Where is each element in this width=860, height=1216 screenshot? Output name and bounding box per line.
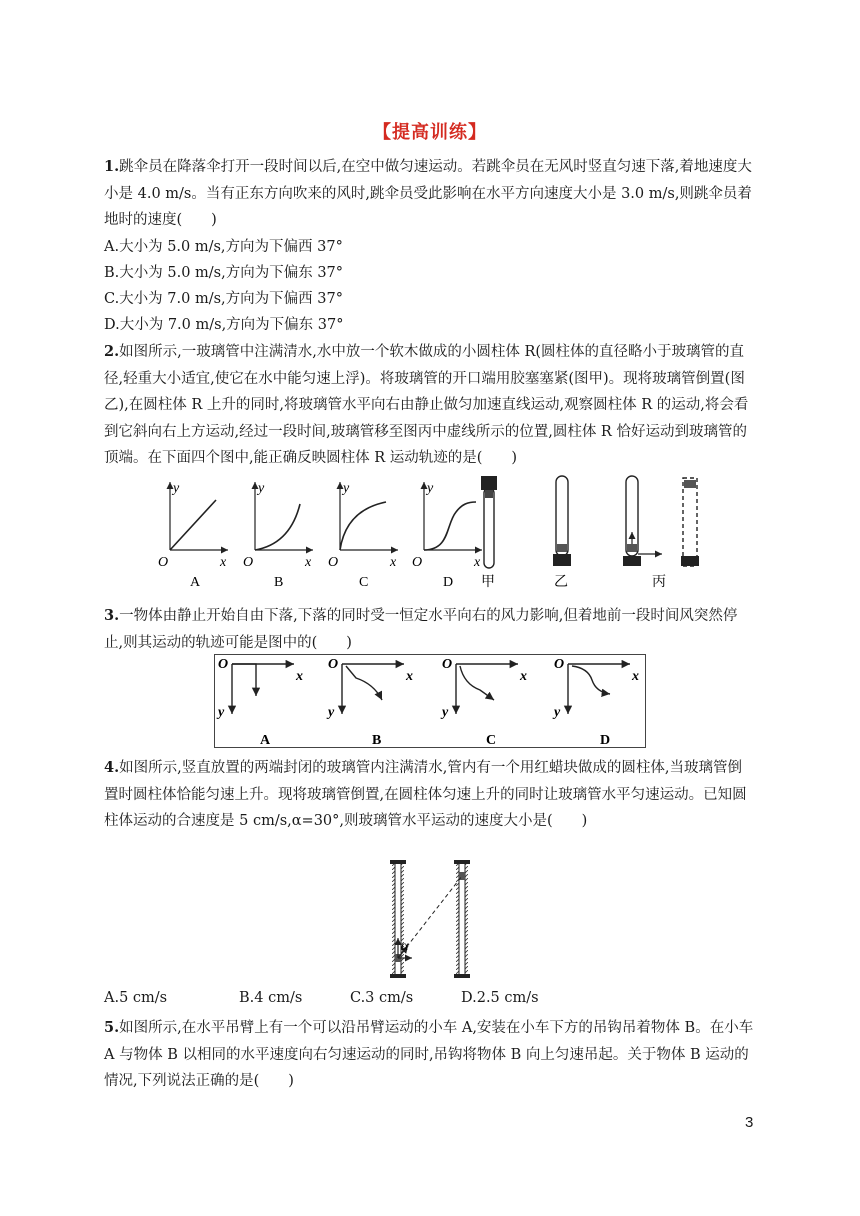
q4-tube-right <box>454 860 470 978</box>
q4-tube-left <box>390 860 406 978</box>
q4-option-b: B.4 cm/s <box>239 990 303 1006</box>
q3-graph-d-y: y <box>554 705 561 720</box>
q2-graph-b-origin: O <box>243 555 254 570</box>
q2-tube-bing <box>623 476 699 590</box>
q3-graph-c <box>440 657 527 748</box>
q3-graph-a <box>216 657 303 748</box>
q3-graph-a-label: A <box>260 733 271 748</box>
q2-graph-d-origin: O <box>412 555 423 570</box>
q2-graph-b-label: B <box>274 575 284 590</box>
q3-figure <box>214 654 646 748</box>
q2-tube-yi-label: 乙 <box>554 575 568 590</box>
question-2 <box>104 339 756 472</box>
q3-graph-a-origin: O <box>218 657 229 672</box>
question-5 <box>104 1015 756 1095</box>
q3-graph-b-y: y <box>328 705 335 720</box>
q1-option-d: D.大小为 7.0 m/s,方向为下偏东 37° <box>104 317 344 333</box>
q2-graph-a-origin: O <box>158 555 169 570</box>
q1-option-a: A.大小为 5.0 m/s,方向为下偏西 37° <box>104 239 343 255</box>
question-2-text: 如图所示,一玻璃管中注满清水,水中放一个软木做成的小圆柱体 R(圆柱体的直径略小于玻璃管的直径,轻重大小适宜,使它在水中能匀速上浮)。将玻璃管的开口端用胶塞塞紧(图甲)。现将玻璃管倒置(图乙),在圆柱体 R 上升的同时,将玻璃管水平向右由静止做匀加速直线运动,观察圆柱体 R 的运动,将会看到它斜向右上方运动,经过一段时间,玻璃管移至图丙中虚线所示的位置,圆柱体 R 恰好运动到玻璃管的顶端。在下面四个图中,能正确反映圆柱体 R 运动轨迹的是( ) <box>104 344 749 466</box>
q3-graph-c-y: y <box>442 705 449 720</box>
q3-graph-c-x: x <box>520 669 527 684</box>
question-5-text: 如图所示,在水平吊臂上有一个可以沿吊臂运动的小车 A,安装在小车下方的吊钩吊着物体 B。在小车 A 与物体 B 以相同的水平速度向右匀速运动的同时,吊钩将物体 B 向上匀速吊起。关于物体 B 运动的情况,下列说法正确的是( ) <box>104 1020 754 1089</box>
q2-tube-jia-label: 甲 <box>481 575 495 590</box>
question-2-number: 2. <box>104 343 120 360</box>
question-3 <box>104 603 756 656</box>
section-heading: 【提高训练】 <box>373 122 487 143</box>
q2-graph-a-x: x <box>220 555 227 570</box>
q2-graph-d-x: x <box>474 555 481 570</box>
q3-graph-d-label: D <box>600 733 611 748</box>
q2-graph-d-label: D <box>443 575 454 590</box>
q2-tube-yi <box>553 476 571 590</box>
q2-tube-bing-label: 丙 <box>652 575 666 590</box>
q3-graph-d-x: x <box>632 669 639 684</box>
page-number: 3 <box>745 1114 754 1131</box>
question-3-number: 3. <box>104 607 120 624</box>
q2-tube-jia <box>481 476 497 590</box>
q2-graph-c <box>328 481 398 590</box>
q2-graph-d-y: y <box>427 481 434 496</box>
q4-option-a: A.5 cm/s <box>104 990 168 1006</box>
q3-graph-b <box>326 657 413 748</box>
question-1 <box>104 154 756 234</box>
question-3-text: 一物体由静止开始自由下落,下落的同时受一恒定水平向右的风力影响,但着地前一段时间风突然停止,则其运动的轨迹可能是图中的( ) <box>104 608 738 651</box>
q1-option-b: B.大小为 5.0 m/s,方向为下偏东 37° <box>104 265 344 281</box>
question-5-number: 5. <box>104 1019 120 1036</box>
q3-graph-c-label: C <box>486 733 497 748</box>
q3-graph-d-origin: O <box>554 657 565 672</box>
q3-graph-b-origin: O <box>328 657 339 672</box>
q4-option-d: D.2.5 cm/s <box>461 990 539 1006</box>
q4-option-c: C.3 cm/s <box>350 990 414 1006</box>
q2-figure <box>150 474 710 592</box>
q3-graph-d <box>552 657 639 748</box>
q4-alpha-label: α <box>401 939 409 954</box>
q3-graph-b-x: x <box>406 669 413 684</box>
q2-graph-a-label: A <box>190 575 201 590</box>
question-1-number: 1. <box>104 158 120 175</box>
q2-graph-b <box>243 481 313 590</box>
q2-graph-c-label: C <box>359 575 369 590</box>
q2-graph-a-y: y <box>173 481 180 496</box>
question-4 <box>104 755 756 835</box>
q2-graph-c-x: x <box>390 555 397 570</box>
q4-figure <box>380 858 480 984</box>
q2-graph-b-y: y <box>258 481 265 496</box>
q3-graph-a-y: y <box>218 705 225 720</box>
question-4-text: 如图所示,竖直放置的两端封闭的玻璃管内注满清水,管内有一个用红蜡块做成的圆柱体,当玻璃管倒置时圆柱体恰能匀速上升。现将玻璃管倒置,在圆柱体匀速上升的同时让玻璃管水平匀速运动。已知圆柱体运动的合速度是 5 cm/s,α=30°,则玻璃管水平运动的速度大小是( ) <box>104 760 747 829</box>
q2-graph-c-y: y <box>343 481 350 496</box>
question-4-number: 4. <box>104 759 120 776</box>
q1-option-c: C.大小为 7.0 m/s,方向为下偏西 37° <box>104 291 343 307</box>
question-1-text: 跳伞员在降落伞打开一段时间以后,在空中做匀速运动。若跳伞员在无风时竖直匀速下落,着地速度大小是 4.0 m/s。当有正东方向吹来的风时,跳伞员受此影响在水平方向速度大小是 3.0 m/s,则跳伞员着地时的速度( ) <box>104 159 752 228</box>
q2-graph-b-x: x <box>305 555 312 570</box>
q2-graph-d <box>412 481 482 590</box>
q3-graph-c-origin: O <box>442 657 453 672</box>
q2-graph-a <box>158 481 228 590</box>
q3-graph-a-x: x <box>296 669 303 684</box>
q2-graph-c-origin: O <box>328 555 339 570</box>
q3-graph-b-label: B <box>372 733 382 748</box>
